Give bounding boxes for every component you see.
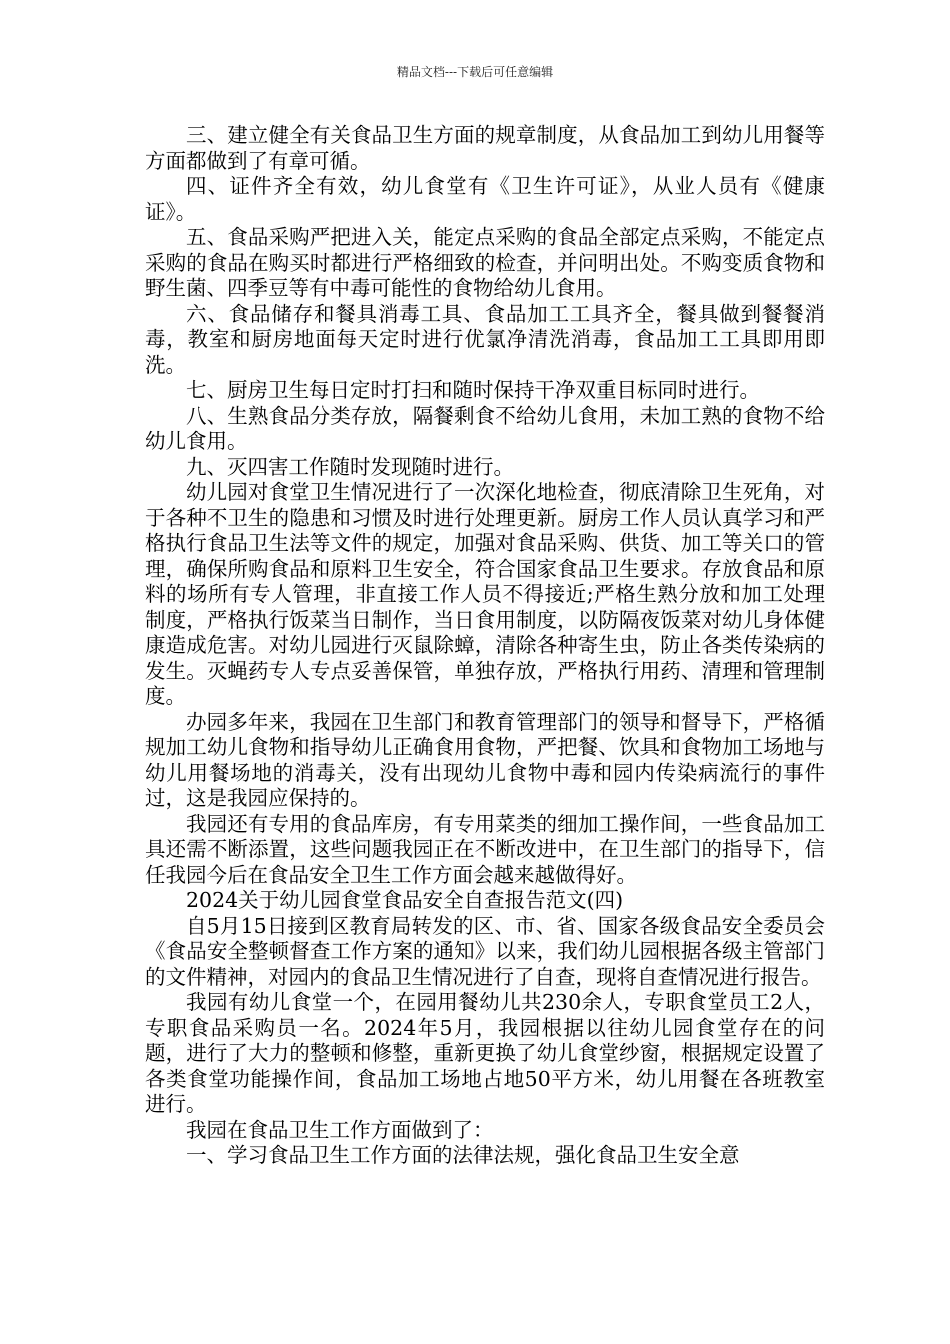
paragraph-intro: 自5月15日接到区教育局转发的区、市、省、国家各级食品安全委员会《食品安全整顿督查工作方案的通知》以来，我们幼儿园根据各级主管部门的文件精神，对园内的食品卫生情况进行了自查，现将自查情况进行报告。 [145, 913, 825, 989]
page-header: 精品文档---下载后可任意编辑 [396, 65, 554, 79]
section-heading: 2024关于幼儿园食堂食品安全自查报告范文(四) [186, 888, 624, 912]
paragraph-procurement: 五、食品采购严把进入关，能定点采购的食品全部定点采购，不能定点采购的食品在购买时都进行严格细致的检查，并问明出处。不购变质食物和野生菌、四季豆等有中毒可能性的食物给幼儿食用。 [145, 225, 825, 300]
paragraph-achievements-lead: 我园在食品卫生工作方面做到了： [186, 1117, 494, 1142]
paragraph-canteen-overview: 我园有幼儿食堂一个，在园用餐幼儿共230余人，专职食堂员工2人，专职食品采购员一名。2024年5月，我园根据以往幼儿园食堂存在的问题，进行了大力的整顿和修整，重新更换了幼儿食堂纱窗，根据规定设置了各类食堂功能操作间，食品加工场地占地50平方米，幼儿用餐在各班教室进行。 [145, 990, 825, 1116]
paragraph-raw-cooked: 八、生熟食品分类存放，隔餐剩食不给幼儿食用，未加工熟的食物不给幼儿食用。 [145, 403, 825, 453]
paragraph-certificates: 四、证件齐全有效，幼儿食堂有《卫生许可证》，从业人员有《健康证》。 [145, 174, 825, 224]
paragraph-kitchen-cleaning: 七、厨房卫生每日定时打扫和随时保持干净双重目标同时进行。 [186, 378, 760, 402]
document-body [145, 123, 825, 1169]
paragraph-inspection: 幼儿园对食堂卫生情况进行了一次深化地检查，彻底清除卫生死角，对于各种不卫生的隐患和习惯及时进行处理更新。厨房工作人员认真学习和严格执行食品卫生法等文件的规定，加强对食品采购、供货、加工等关口的管理，确保所购食品和原料卫生安全，符合国家食品卫生要求。存放食品和原料的场所有专人管理，非直接工作人员不得接近;严格生熟分放和加工处理制度，严格执行饭菜当日制作，当日食用制度，以防隔夜饭菜对幼儿身体健康造成危害。对幼儿园进行灭鼠除蟑，清除各种寄生虫，防止各类传染病的发生。灭蝇药专人专点妥善保管，单独存放，严格执行用药、清理和管理制度。 [145, 480, 825, 708]
paragraph-rules: 三、建立健全有关食品卫生方面的规章制度，从食品加工到幼儿用餐等方面都做到了有章可循。 [145, 123, 825, 173]
paragraph-storage-disinfection: 六、食品储存和餐具消毒工具、食品加工工具齐全，餐具做到餐餐消毒，教室和厨房地面每天定时进行优氯净清洗消毒，食品加工工具即用即洗。 [145, 301, 825, 377]
paragraph-study-laws: 一、学习食品卫生工作方面的法律法规，强化食品卫生安全意 [186, 1143, 740, 1167]
paragraph-history: 办园多年来，我园在卫生部门和教育管理部门的领导和督导下，严格循规加工幼儿食物和指导幼儿正确食用食物，严把餐、饮具和食物加工场地与幼儿用餐场地的消毒关，没有出现幼儿食物中毒和园内传染病流行的事件过，这是我园应保持的。 [145, 709, 825, 810]
paragraph-pest-control: 九、灭四害工作随时发现随时进行。 [186, 454, 514, 479]
paragraph-improvements: 我园还有专用的食品库房，有专用菜类的细加工操作间，一些食品加工具还需不断添置，这些问题我园正在不断改进中，在卫生部门的指导下，信任我园今后在食品安全卫生工作方面会越来越做得好。 [145, 811, 825, 887]
